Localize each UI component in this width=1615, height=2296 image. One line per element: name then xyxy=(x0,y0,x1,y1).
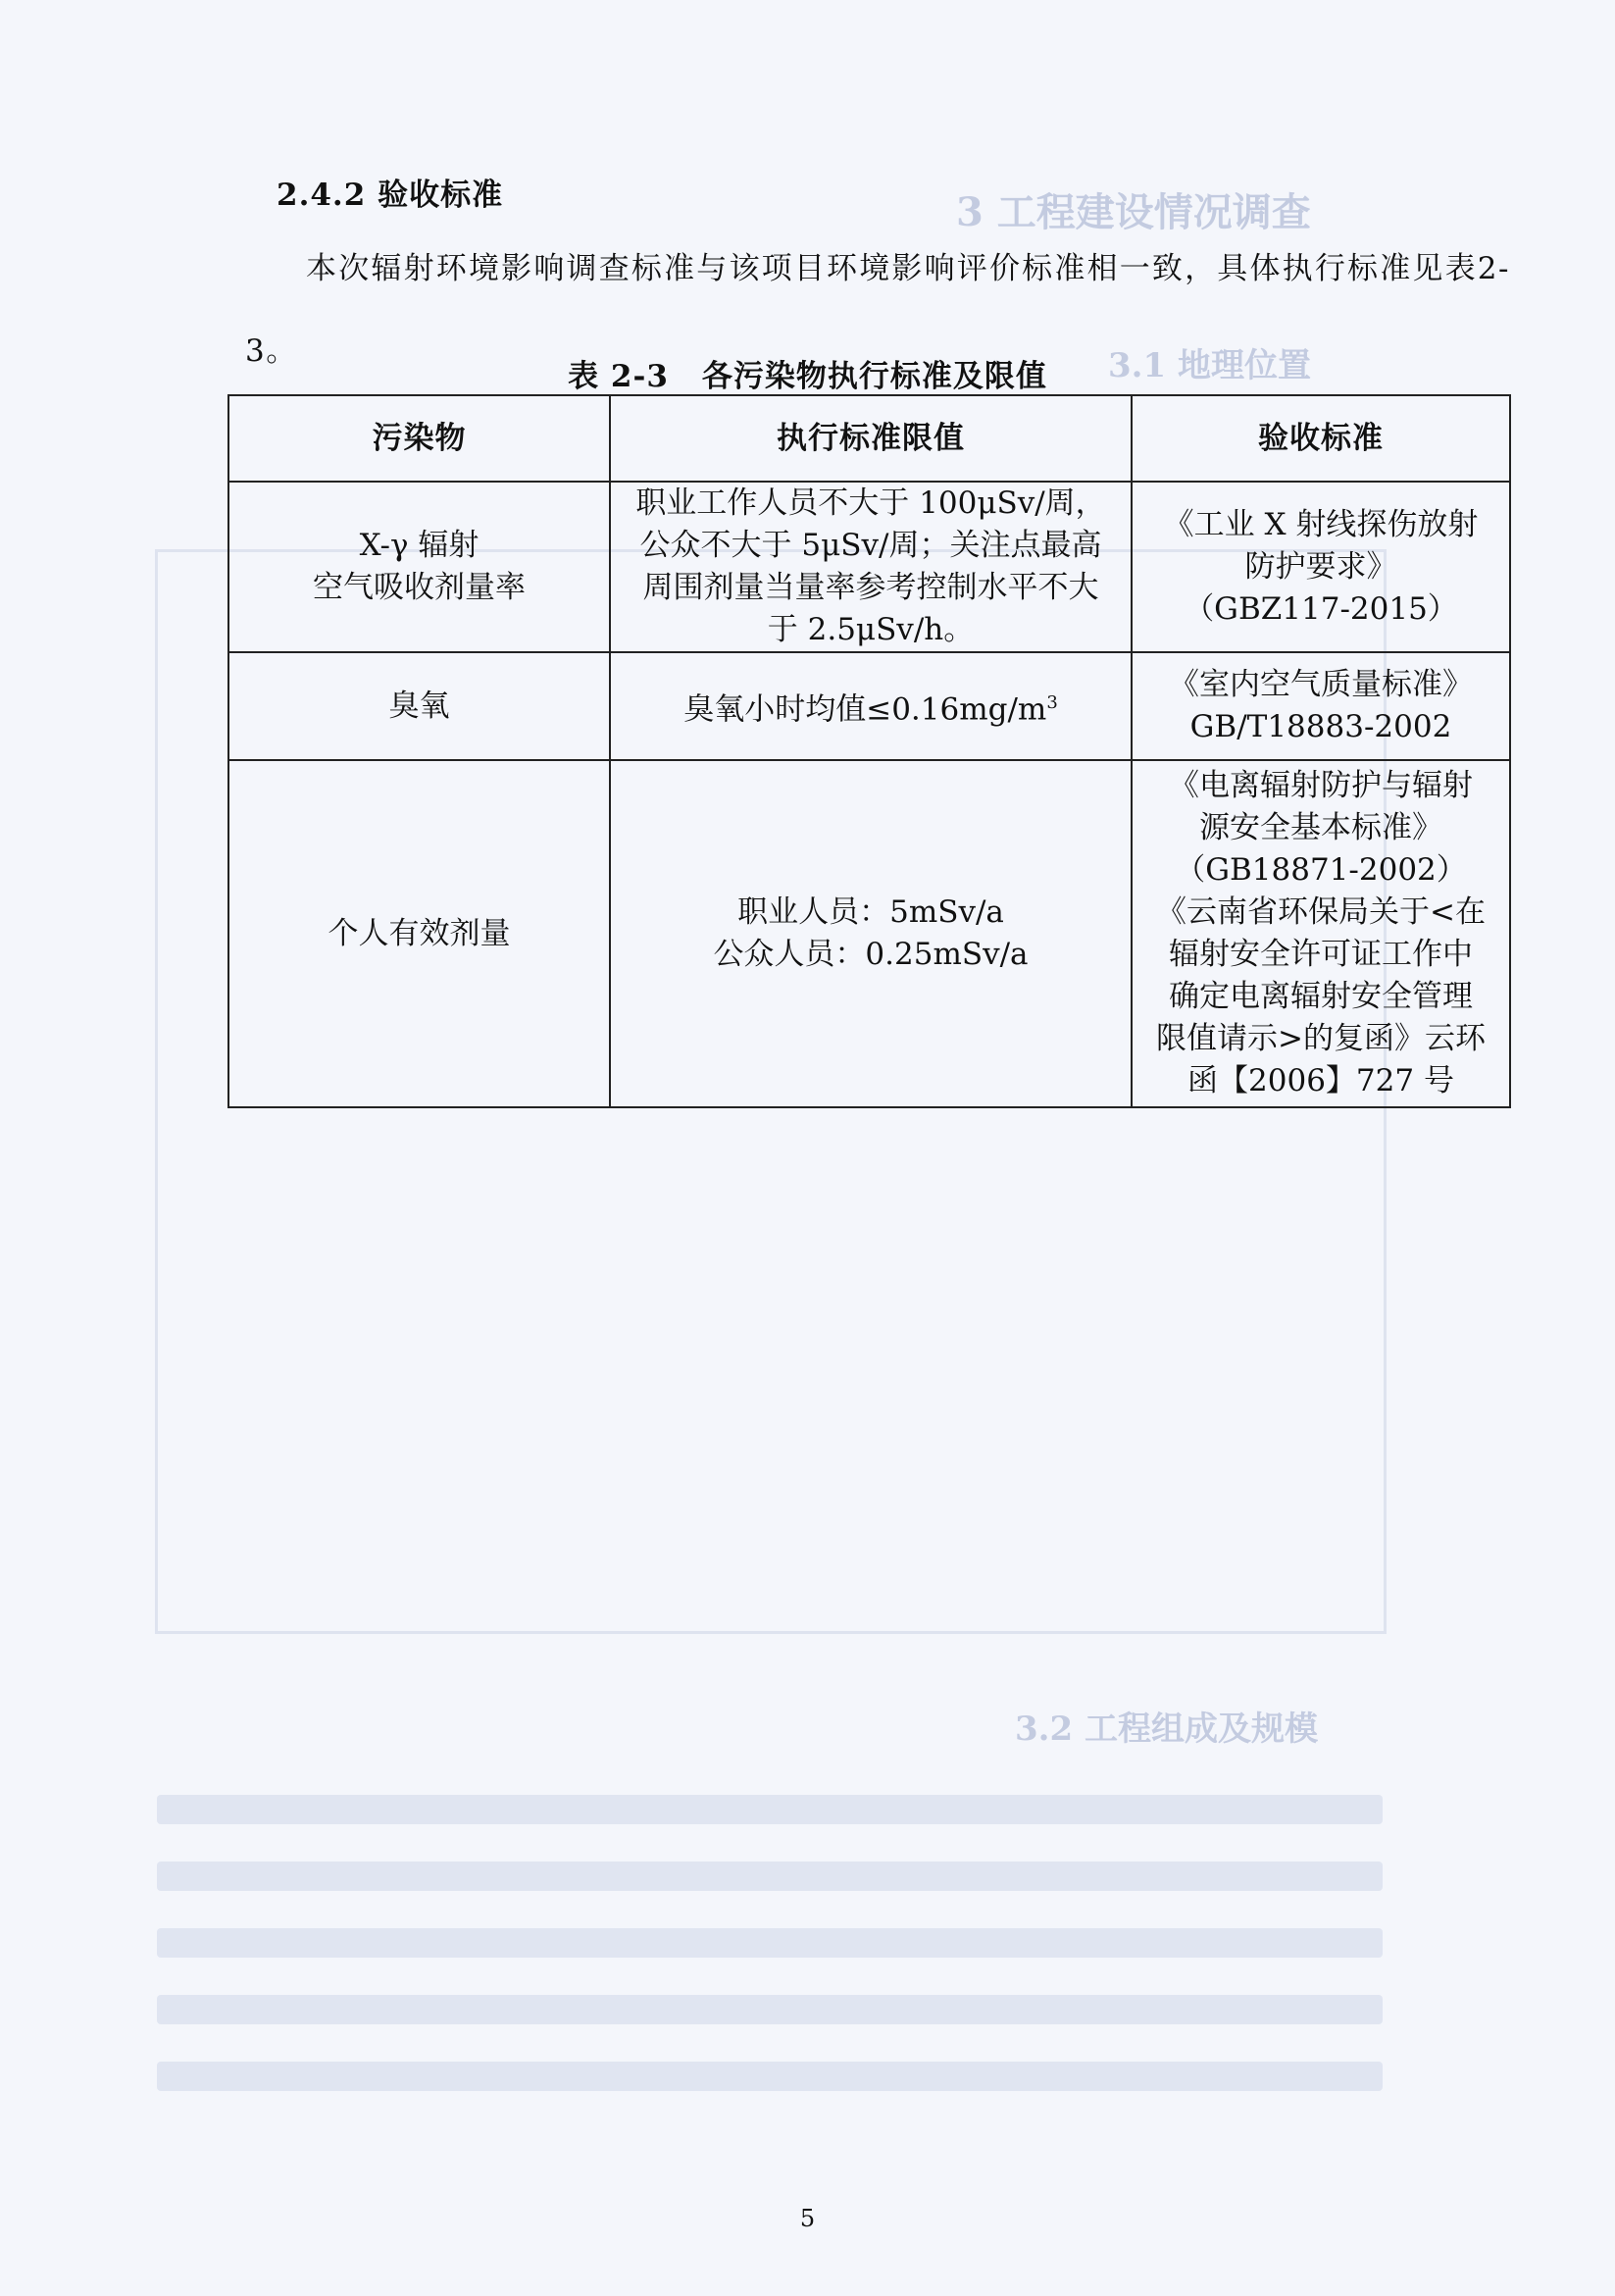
bleed-through-line xyxy=(157,2062,1383,2091)
cell-line: （GBZ117-2015） xyxy=(1184,590,1458,627)
header-pollutant: 污染物 xyxy=(228,395,610,482)
table-row-dose xyxy=(228,760,1510,1107)
cell-pollutant xyxy=(228,652,610,760)
cell-line: 个人有效剂量 xyxy=(328,915,511,951)
cell-line: 职业工作人员不大于 100μSv/周， xyxy=(635,485,1106,521)
table-row-xray xyxy=(228,482,1510,652)
cell-line: 《工业 X 射线探伤放射 xyxy=(1163,506,1479,542)
header-limit: 执行标准限值 xyxy=(610,395,1132,482)
cell-limit xyxy=(610,482,1132,652)
cell-pollutant xyxy=(228,760,610,1107)
bleed-through-line xyxy=(157,1795,1383,1824)
bleed-through-subheading: 3.1 地理位置 xyxy=(1108,346,1311,385)
header-standard: 验收标准 xyxy=(1132,395,1510,482)
bleed-through-heading: 3 工程建设情况调查 xyxy=(956,189,1311,235)
cell-pollutant xyxy=(228,482,610,652)
cell-line: 职业人员：5mSv/a xyxy=(737,894,1004,930)
cell-line: X-γ 辐射 xyxy=(359,528,479,563)
table-caption-number: 表 2-3 xyxy=(568,359,669,394)
cell-standard xyxy=(1132,760,1510,1107)
cell-line: 公众人员：0.25mSv/a xyxy=(713,937,1029,972)
cell-line: 臭氧 xyxy=(388,688,450,724)
intro-paragraph: 本次辐射环境影响调查标准与该项目环境影响评价标准相一致，具体执行标准见表2-3。 xyxy=(245,251,1510,369)
cell-line: 辐射安全许可证工作中 xyxy=(1169,937,1473,972)
superscript: 3 xyxy=(1046,691,1058,713)
cell-line: GB/T18883-2002 xyxy=(1189,709,1452,744)
bleed-through-line xyxy=(157,1928,1383,1958)
cell-line: 周围剂量当量率参考控制水平不大 xyxy=(642,570,1099,605)
cell-standard xyxy=(1132,652,1510,760)
cell-line: 公众不大于 5μSv/周；关注点最高 xyxy=(639,528,1102,563)
cell-limit xyxy=(610,652,1132,760)
cell-line: 源安全基本标准》 xyxy=(1199,810,1442,845)
bleed-through-line xyxy=(157,1862,1383,1891)
cell-line: 限值请示>的复函》云环 xyxy=(1156,1021,1486,1056)
table-header-row xyxy=(228,395,1510,482)
section-title: 2.4.2 验收标准 xyxy=(277,178,504,213)
page-number: 5 xyxy=(799,2205,816,2232)
table-caption-title: 各污染物执行标准及限值 xyxy=(701,359,1047,394)
table-caption xyxy=(0,351,1615,395)
cell-line: 臭氧小时均值≤0.16mg/m xyxy=(683,691,1047,728)
cell-limit xyxy=(610,760,1132,1107)
cell-line: 防护要求》 xyxy=(1244,548,1397,585)
cell-line: 于 2.5μSv/h。 xyxy=(767,612,975,647)
cell-line: 函【2006】727 号 xyxy=(1187,1063,1454,1098)
cell-line: 空气吸收剂量率 xyxy=(313,570,526,605)
standards-table xyxy=(227,394,1511,1108)
cell-line: 《室内空气质量标准》 xyxy=(1169,667,1473,702)
bleed-through-subheading-2: 3.2 工程组成及规模 xyxy=(1015,1709,1318,1749)
bleed-through-line xyxy=(157,1995,1383,2024)
cell-line: 《电离辐射防护与辐射 xyxy=(1169,768,1473,803)
cell-line: （GB18871-2002） xyxy=(1175,852,1467,888)
cell-standard xyxy=(1132,482,1510,652)
cell-line: 确定电离辐射安全管理 xyxy=(1169,979,1473,1014)
table-row-ozone xyxy=(228,652,1510,760)
cell-line: 《云南省环保局关于<在 xyxy=(1156,894,1486,930)
